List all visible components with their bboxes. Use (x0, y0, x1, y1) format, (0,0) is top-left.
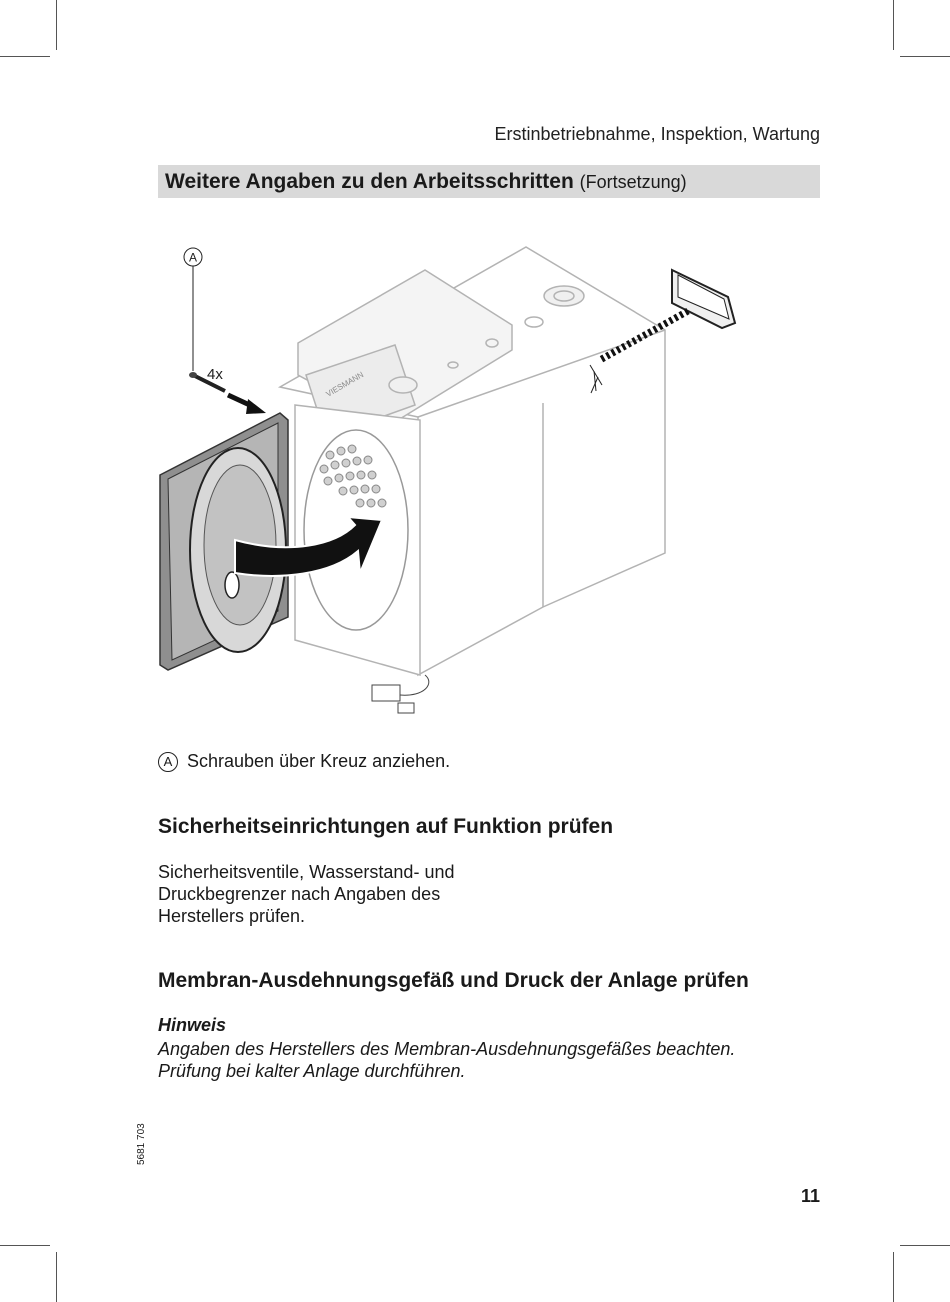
section-title-text: Weitere Angaben zu den Arbeitsschritten (165, 170, 574, 193)
crop-mark (0, 56, 50, 57)
boiler-door (160, 413, 288, 670)
crop-mark (0, 1245, 50, 1246)
document-number: 5681 703 (136, 1123, 147, 1165)
boiler-illustration (150, 235, 750, 725)
crop-mark (56, 0, 57, 50)
figure-legend (158, 751, 450, 772)
cable-connector (372, 675, 429, 713)
page-number: 11 (800, 1186, 820, 1206)
cleaning-cover (672, 270, 735, 328)
section-title-continuation: (Fortsetzung) (579, 172, 687, 192)
safety-heading: Sicherheitseinrichtungen auf Funktion prüfen (158, 815, 614, 838)
safety-paragraph (158, 861, 454, 927)
running-header: Erstinbetriebnahme, Inspektion, Wartung (494, 124, 820, 144)
paragraph-line: Sicherheitsventile, Wasserstand- und (158, 862, 455, 882)
brand-label: VIESMANN (324, 370, 366, 399)
section-title (165, 170, 687, 194)
quantity-label: 4x (207, 366, 223, 383)
legend-letter: A (158, 752, 178, 772)
section-title-bar (158, 165, 820, 198)
note-line: Prüfung bei kalter Anlage durchführen. (158, 1061, 466, 1081)
paragraph-line: Druckbegrenzer nach Angaben des (158, 884, 441, 904)
note-text (158, 1038, 735, 1082)
membrane-heading: Membran-Ausdehnungsgefäß und Druck der Anlage prüfen (158, 969, 749, 992)
legend-text: Schrauben über Kreuz anziehen. (187, 751, 451, 771)
crop-mark (900, 1245, 950, 1246)
crop-mark (900, 56, 950, 57)
boiler-body (280, 247, 665, 675)
crop-mark (893, 0, 894, 50)
paragraph-line: Herstellers prüfen. (158, 906, 306, 926)
insert-arrow-icon (228, 395, 266, 414)
note-title: Hinweis (158, 1015, 227, 1035)
callout-letter: A (188, 250, 198, 265)
crop-mark (56, 1252, 57, 1302)
note-line: Angaben des Herstellers des Membran-Ausdehnungsgefäßes beachten. (158, 1039, 736, 1059)
crop-mark (893, 1252, 894, 1302)
